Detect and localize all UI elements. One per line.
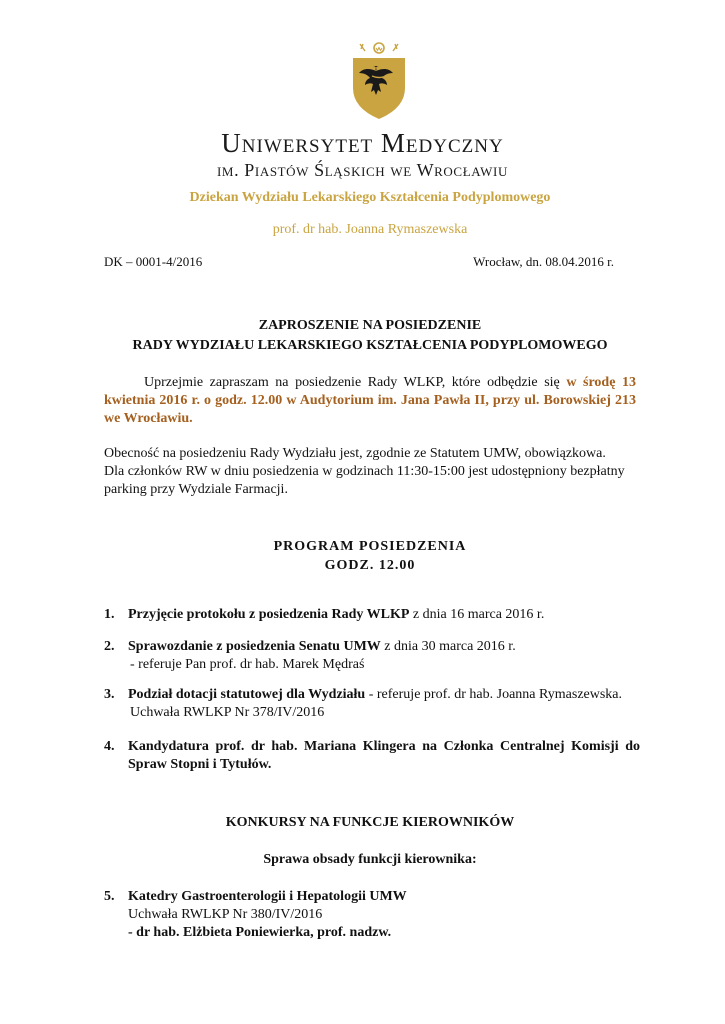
- item-text: - referuje prof. dr hab. Joanna Rymaszewska.: [365, 687, 623, 702]
- document-number: DK – 0001-4/2016: [104, 254, 203, 269]
- program-time: GODZ. 12.00: [324, 558, 416, 573]
- meeting-details: w środę 13 kwietnia 2016 r. o godz. 12.00 w Audytorium im. Jana Pawła II, przy ul. Borowskiej 213 we Wrocławiu.: [104, 375, 636, 426]
- university-subtitle: im. Piastów Śląskich we Wrocławiu: [217, 160, 508, 180]
- program-item: [104, 638, 640, 674]
- invitation-intro: Uprzejmie zapraszam na posiedzenie Rady WLKP, które odbędzie się: [144, 375, 567, 390]
- contest-item: [104, 888, 640, 942]
- item-text: z dnia 30 marca 2016 r.: [380, 639, 516, 654]
- item-number: 5.: [104, 889, 115, 904]
- item-resolution: Uchwała RWLKP Nr 378/IV/2016: [130, 705, 325, 720]
- item-title: Kandydatura prof. dr hab. Mariana Klingera na Członka Centralnej Komisji do Spraw Stopni i Tytułów.: [128, 739, 640, 772]
- attendance-note: Obecność na posiedzeniu Rady Wydziału jest, zgodnie ze Statutem UMW, obowiązkowa.: [104, 446, 606, 461]
- invitation-paragraph: [104, 374, 636, 428]
- program-title: PROGRAM POSIEDZENIA: [273, 539, 467, 554]
- university-crest-logo: [350, 42, 408, 120]
- item-presenter: - referuje Pan prof. dr hab. Marek Mędraś: [130, 657, 365, 672]
- program-item: [104, 606, 640, 624]
- invitation-title-line1: ZAPROSZENIE NA POSIEDZENIE: [258, 318, 482, 333]
- contests-subtitle: Sprawa obsady funkcji kierownika:: [263, 852, 477, 867]
- item-number: 2.: [104, 639, 115, 654]
- item-title: Katedry Gastroenterologii i Hepatologii UMW: [128, 889, 407, 904]
- contests-title: KONKURSY NA FUNKCJE KIEROWNIKÓW: [225, 815, 515, 830]
- item-title: Sprawozdanie z posiedzenia Senatu UMW: [128, 639, 381, 654]
- dean-name: prof. dr hab. Joanna Rymaszewska: [272, 222, 468, 237]
- item-resolution: Uchwała RWLKP Nr 380/IV/2016: [128, 907, 323, 922]
- item-number: 4.: [104, 739, 115, 754]
- item-title: Podział dotacji statutowej dla Wydziału: [128, 687, 366, 702]
- place-date: Wrocław, dn. 08.04.2016 r.: [473, 254, 614, 269]
- invitation-title-line2: RADY WYDZIAŁU LEKARSKIEGO KSZTAŁCENIA PODYPLOMOWEGO: [132, 338, 608, 353]
- program-item: [104, 738, 640, 774]
- item-number: 3.: [104, 687, 115, 702]
- dean-title: Dziekan Wydziału Lekarskiego Kształcenia Podyplomowego: [189, 190, 551, 205]
- item-number: 1.: [104, 607, 115, 622]
- item-text: z dnia 16 marca 2016 r.: [409, 607, 545, 622]
- parking-note: Dla członków RW w dniu posiedzenia w godzinach 11:30-15:00 jest udostępniony bezpłatny parking przy Wydziale Farmacji.: [104, 464, 625, 497]
- item-title: Przyjęcie protokołu z posiedzenia Rady WLKP: [128, 607, 410, 622]
- program-item: [104, 686, 640, 722]
- university-name: Uniwersytet Medyczny: [221, 128, 504, 158]
- item-candidate: - dr hab. Elżbieta Poniewierka, prof. nadzw.: [128, 925, 392, 940]
